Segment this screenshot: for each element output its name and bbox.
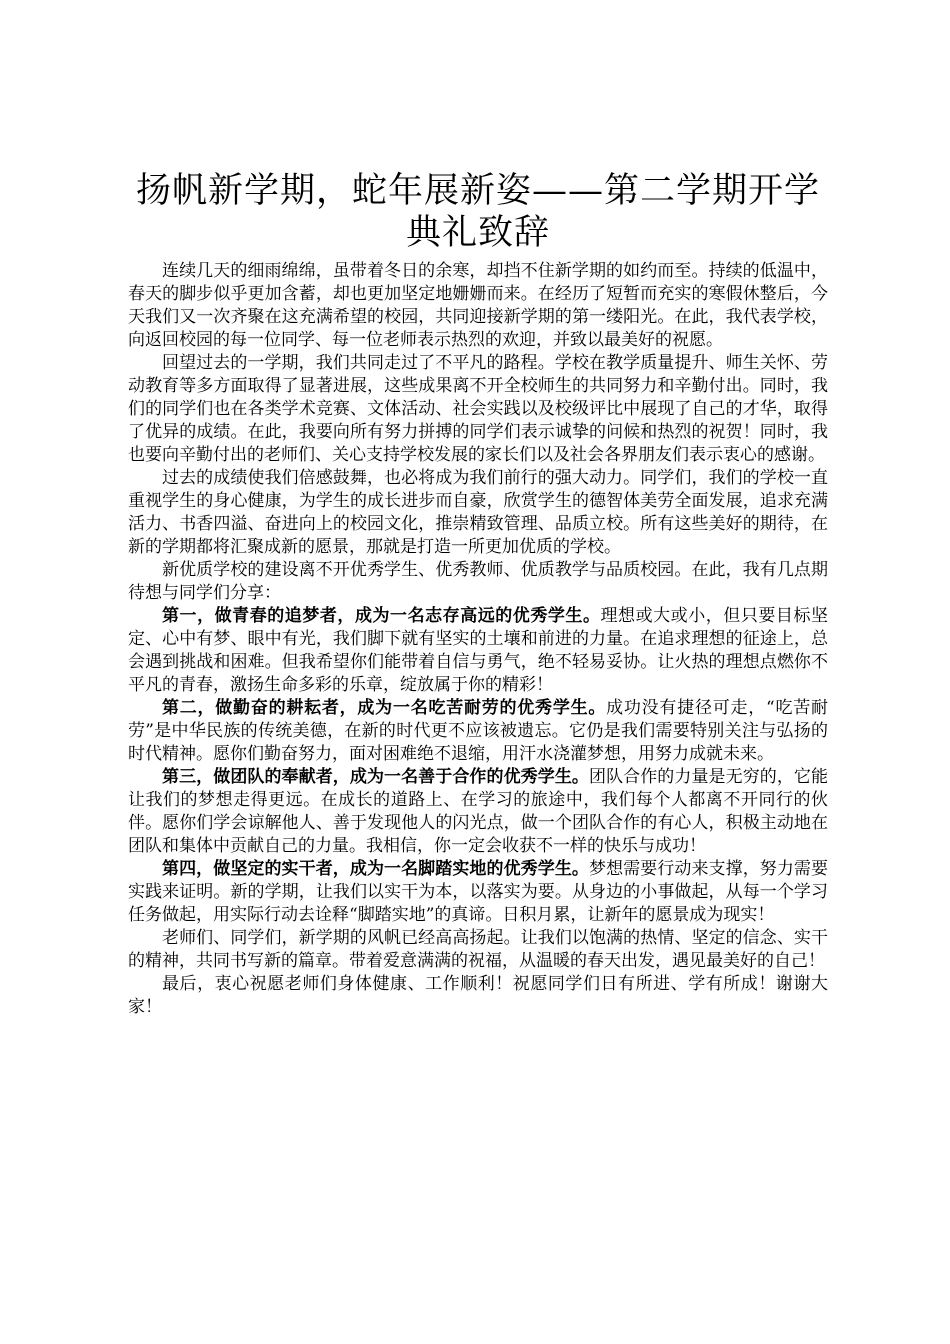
paragraph <box>128 697 828 766</box>
paragraph <box>128 260 828 352</box>
paragraph-lead: 第一，做青春的追梦者，成为一名志存高远的优秀学生。 <box>162 606 601 626</box>
paragraph-text: 理想或大或小，但只要目标坚定、心中有梦、眼中有光，我们脚下就有坚实的土壤和前进的力量。在追求理想的征途上，总会遇到挑战和困难。但我希望你们能带着自信与勇气，绝不轻易妥协。让火热的理想点燃你不平凡的青春，激扬生命多彩的乐章，绽放属于你的精彩！ <box>128 606 829 695</box>
paragraph-text: 成功没有捷径可走，“吃苦耐劳”是中华民族的传统美德，在新的时代更不应该被遗忘。它仍是我们需要特别关注与弘扬的时代精神。愿你们勤奋努力，面对困难绝不退缩，用汗水浇灌梦想，用努力成就未来。 <box>128 698 828 764</box>
paragraph <box>128 858 828 927</box>
paragraph-text: 团队合作的力量是无穷的，它能让我们的梦想走得更远。在成长的道路上、在学习的旅途中，我们每个人都离不开同行的伙伴。愿你们学会谅解他人、善于发现他人的闪光点，做一个团队合作的有心人，积极主动地在团队和集体中贡献自己的力量。我相信，你一定会收获不一样的快乐与成功！ <box>128 767 829 856</box>
paragraph <box>128 927 828 973</box>
paragraph-text: 连续几天的细雨绵绵，虽带着冬日的余寒，却挡不住新学期的如约而至。持续的低温中，春天的脚步似乎更加含蓄，却也更加坚定地姗姗而来。在经历了短暂而充实的寒假休整后，今天我们又一次齐聚在这充满希望的校园，共同迎接新学期的第一缕阳光。在此，我代表学校，向返回校园的每一位同学、每一位老师表示热烈的欢迎，并致以最美好的祝愿。 <box>128 261 828 350</box>
paragraph <box>128 605 828 697</box>
paragraph <box>128 766 828 858</box>
document-page <box>128 170 828 1019</box>
paragraph-text: 老师们、同学们，新学期的风帆已经高高扬起。让我们以饱满的热情、坚定的信念、实干的精神，共同书写新的篇章。带着爱意满满的祝福，从温暖的春天出发，遇见最美好的自己！ <box>128 928 828 971</box>
paragraph-text: 回望过去的一学期，我们共同走过了不平凡的路程。学校在教学质量提升、师生关怀、劳动教育等多方面取得了显著进展，这些成果离不开全校师生的共同努力和辛勤付出。同时，我们的同学们也在各类学术竞赛、文体活动、社会实践以及校级评比中展现了自己的才华，取得了优异的成绩。在此，我要向所有努力拼搏的同学们表示诚挚的问候和热烈的祝贺！同时，我也要向辛勤付出的老师们、关心支持学校发展的家长们以及社会各界朋友们表示衷心的感谢。 <box>128 353 828 465</box>
paragraph-text: 新优质学校的建设离不开优秀学生、优秀教师、优质教学与品质校园。在此，我有几点期待想与同学们分享： <box>128 560 828 603</box>
paragraph <box>128 352 828 467</box>
paragraph <box>128 467 828 559</box>
document-title: 扬帆新学期，蛇年展新姿——第二学期开学典礼致辞 <box>135 171 820 253</box>
paragraph <box>128 973 828 1019</box>
paragraph-lead: 第三，做团队的奉献者，成为一名善于合作的优秀学生。 <box>162 767 589 787</box>
paragraph <box>128 559 828 605</box>
paragraph-text: 梦想需要行动来支撑，努力需要实践来证明。新的学期，让我们以实干为本，以落实为要。从身边的小事做起，从每一个学习任务做起，用实际行动去诠释“脚踏实地”的真谛。日积月累，让新年的愿景成为现实！ <box>128 859 829 925</box>
paragraph-lead: 第四，做坚定的实干者，成为一名脚踏实地的优秀学生。 <box>162 859 589 879</box>
paragraph-text: 最后，衷心祝愿老师们身体健康、工作顺利！祝愿同学们日有所进、学有所成！谢谢大家！ <box>128 974 828 1017</box>
paragraph-lead: 第二，做勤奋的耕耘者，成为一名吃苦耐劳的优秀学生。 <box>162 698 607 718</box>
document-body <box>128 260 828 1019</box>
paragraph-text: 过去的成绩使我们倍感鼓舞，也必将成为我们前行的强大动力。同学们，我们的学校一直重视学生的身心健康，为学生的成长进步而自豪，欣赏学生的德智体美劳全面发展，追求充满活力、书香四溢、奋进向上的校园文化，推崇精致管理、品质立校。所有这些美好的期待，在新的学期都将汇聚成新的愿景，那就是打造一所更加优质的学校。 <box>128 468 828 557</box>
